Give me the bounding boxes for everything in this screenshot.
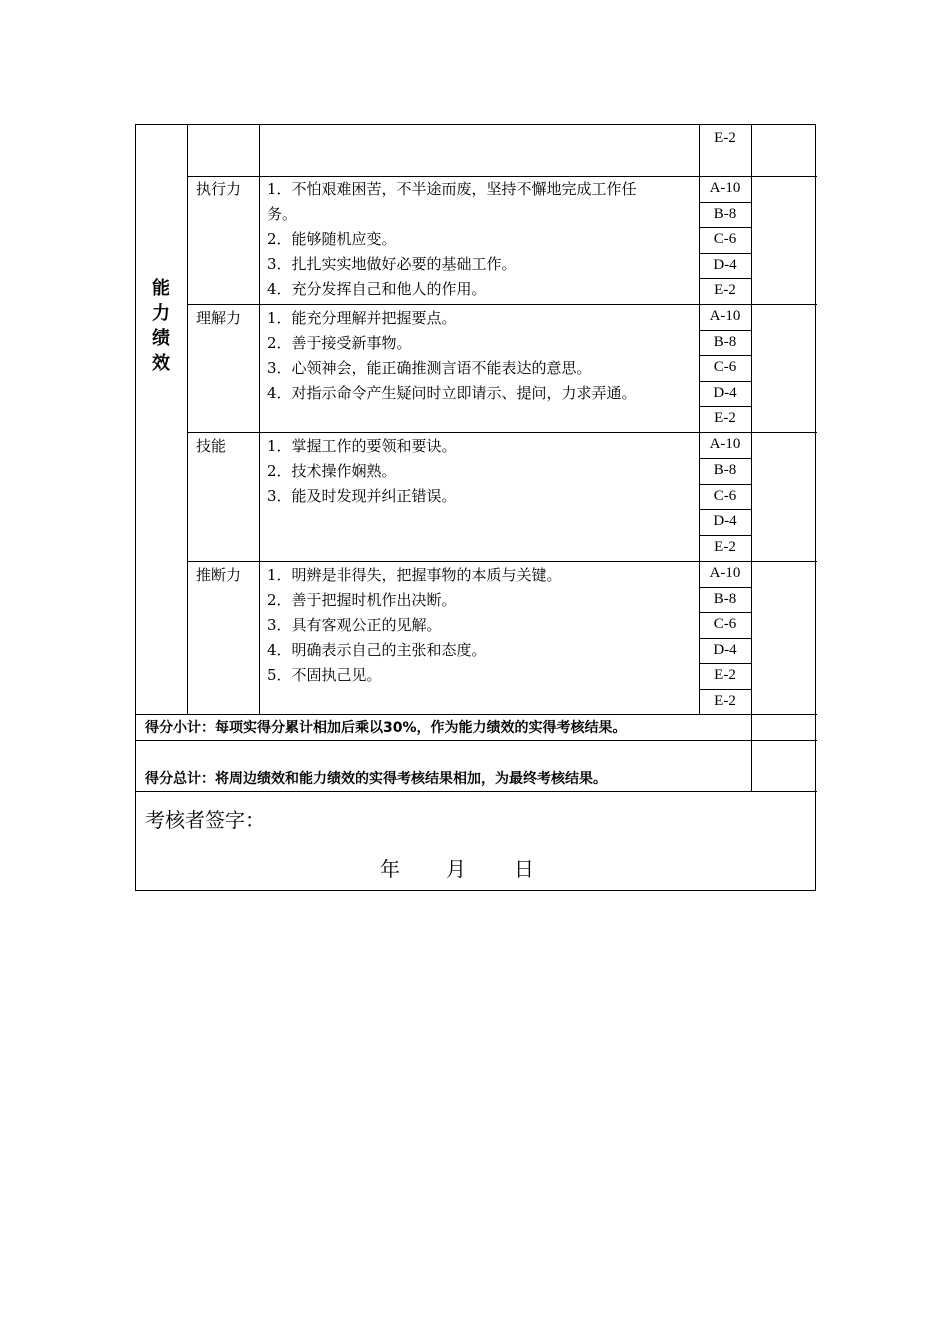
- criteria-item: 3．扎扎实实地做好必要的基础工作。: [267, 255, 517, 273]
- grade-cell: E-2: [714, 130, 736, 146]
- col-divider: [259, 125, 260, 714]
- criteria-item: 2．技术操作娴熟。: [267, 462, 397, 480]
- criteria-item: 2．能够随机应变。: [267, 230, 397, 248]
- subtotal-text: 得分小计：每项实得分累计相加后乘以30%，作为能力绩效的实得考核结果。: [145, 720, 627, 736]
- criteria-item: 1．能充分理解并把握要点。: [267, 309, 457, 327]
- criteria-item: 1．掌握工作的要领和要诀。: [267, 437, 457, 455]
- grade-cell: D-4: [713, 384, 737, 401]
- grade-cell: E-2: [714, 410, 736, 427]
- evaluation-table: [135, 124, 816, 891]
- section-name: 理解力: [196, 309, 242, 327]
- grade-cell: A-10: [709, 565, 741, 581]
- criteria-item: 3．能及时发现并纠正错误。: [267, 487, 457, 505]
- criteria-item: 3．具有客观公正的见解。: [267, 616, 442, 634]
- grade-cell: E-2: [714, 692, 736, 709]
- criteria-item: 4．明确表示自己的主张和态度。: [267, 641, 487, 659]
- section-name: 推断力: [196, 566, 242, 584]
- category-label: 能 力 绩 效: [152, 278, 170, 374]
- col-divider: [751, 125, 752, 791]
- grade-cell: C-6: [713, 616, 737, 632]
- date-year: 年: [380, 857, 400, 881]
- date-month: 月: [446, 857, 466, 881]
- section-name: 技能: [196, 437, 227, 455]
- grade-cell: B-8: [713, 590, 737, 607]
- section-name: 执行力: [196, 180, 242, 198]
- total-text: 得分总计：将周边绩效和能力绩效的实得考核结果相加，为最终考核结果。: [145, 771, 607, 787]
- criteria-item: 2．善于接受新事物。: [267, 334, 412, 352]
- grade-cell: A-10: [709, 436, 741, 452]
- grade-cell: C-6: [713, 231, 737, 248]
- grade-cell: D-4: [713, 256, 737, 273]
- criteria-item: 务。: [267, 205, 298, 223]
- criteria-item: 2．善于把握时机作出决断。: [267, 591, 457, 609]
- criteria-item: 3．心领神会，能正确推测言语不能表达的意思。: [267, 359, 592, 377]
- grade-cell: B-8: [713, 333, 737, 350]
- criteria-item: 4．对指示命令产生疑问时立即请示、提问，力求弄通。: [267, 384, 637, 402]
- criteria-item: 4．充分发挥自己和他人的作用。: [267, 280, 487, 298]
- grade-cell: E-2: [714, 667, 736, 683]
- grade-cell: C-6: [713, 487, 737, 504]
- grade-cell: D-4: [713, 513, 737, 530]
- grade-cell: B-8: [713, 205, 737, 222]
- col-divider: [187, 125, 188, 714]
- criteria-item: 1．明辨是非得失，把握事物的本质与关键。: [267, 566, 562, 584]
- signature-label: 考核者签字：: [145, 808, 265, 832]
- grade-cell: E-2: [714, 539, 736, 556]
- grade-cell: A-10: [709, 180, 741, 196]
- criteria-item: 1．不怕艰难困苦，不半途而废，坚持不懈地完成工作任: [267, 180, 637, 198]
- grade-cell: A-10: [709, 308, 741, 324]
- date-day: 日: [514, 857, 534, 881]
- criteria-item: 5．不固执己见。: [267, 666, 382, 684]
- grade-cell: E-2: [714, 282, 736, 299]
- grade-cell: B-8: [713, 461, 737, 478]
- grade-cell: D-4: [713, 641, 737, 658]
- grade-cell: C-6: [713, 359, 737, 376]
- row-divider: [136, 714, 817, 715]
